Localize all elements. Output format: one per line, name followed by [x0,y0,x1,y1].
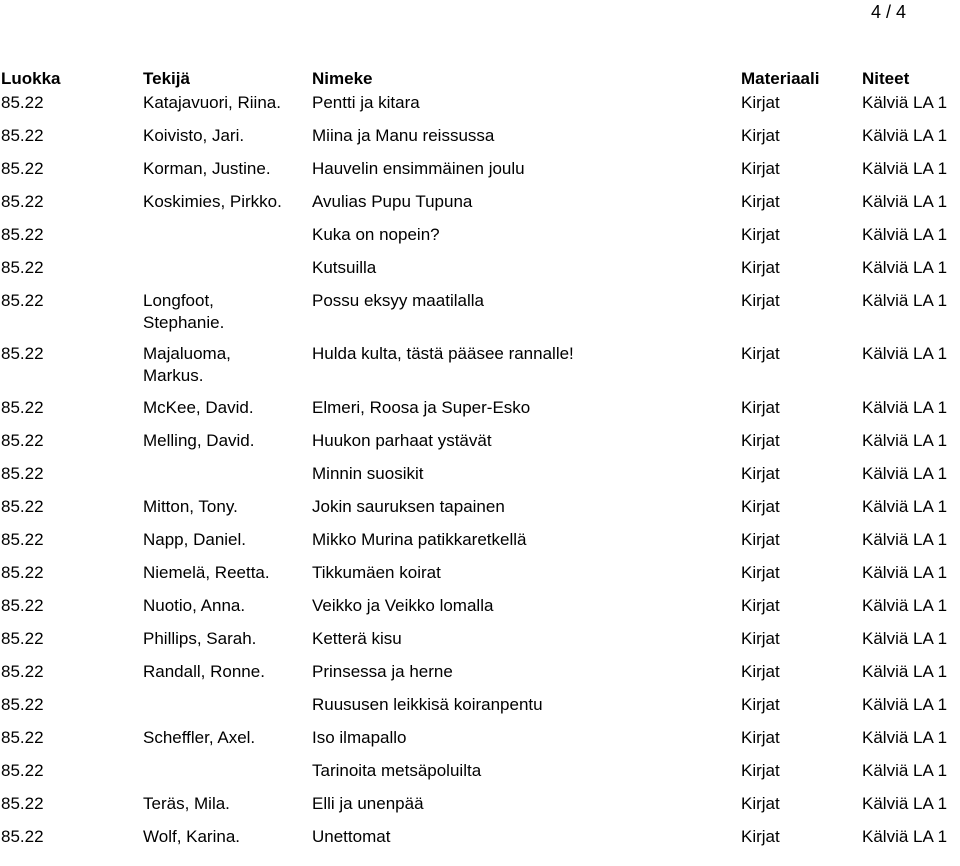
cell-niteet: Kälviä LA 1 [862,695,948,714]
cell-nimeke: Tarinoita metsäpoluilta [312,761,482,780]
cell-niteet: Kälviä LA 1 [862,126,948,145]
cell-nimeke: Veikko ja Veikko lomalla [312,596,494,615]
cell-niteet: Kälviä LA 1 [862,291,948,310]
cell-luokka: 85.22 [1,464,44,483]
cell-tekija: Randall, Ronne. [143,662,265,681]
cell-niteet: Kälviä LA 1 [862,728,948,747]
cell-nimeke: Minnin suosikit [312,464,424,483]
cell-nimeke: Kutsuilla [312,258,377,277]
cell-luokka: 85.22 [1,629,44,648]
cell-nimeke: Ketterä kisu [312,629,402,648]
cell-tekija: Phillips, Sarah. [143,629,257,648]
cell-luokka: 85.22 [1,794,44,813]
cell-nimeke: Mikko Murina patikkaretkellä [312,530,527,549]
table-row [0,343,960,383]
cell-niteet: Kälviä LA 1 [862,761,948,780]
cell-luokka: 85.22 [1,563,44,582]
cell-luokka: 85.22 [1,530,44,549]
cell-tekija: Katajavuori, Riina. [143,93,281,112]
column-header-luokka: Luokka [1,69,61,88]
cell-materiaali: Kirjat [741,497,780,516]
cell-materiaali: Kirjat [741,563,780,582]
column-header-materiaali: Materiaali [741,69,820,88]
cell-nimeke: Unettomat [312,827,391,846]
cell-luokka: 85.22 [1,159,44,178]
cell-luokka: 85.22 [1,761,44,780]
cell-tekija: Teräs, Mila. [143,794,230,813]
cell-luokka: 85.22 [1,126,44,145]
table-row [0,290,960,330]
cell-materiaali: Kirjat [741,291,780,310]
cell-niteet: Kälviä LA 1 [862,530,948,549]
cell-tekija: Mitton, Tony. [143,497,238,516]
cell-luokka: 85.22 [1,398,44,417]
cell-nimeke: Hulda kulta, tästä pääsee rannalle! [312,344,574,363]
cell-luokka: 85.22 [1,225,44,244]
cell-niteet: Kälviä LA 1 [862,398,948,417]
cell-nimeke: Iso ilmapallo [312,728,407,747]
cell-materiaali: Kirjat [741,794,780,813]
cell-nimeke: Tikkumäen koirat [312,563,441,582]
cell-tekija: McKee, David. [143,398,254,417]
cell-niteet: Kälviä LA 1 [862,464,948,483]
cell-niteet: Kälviä LA 1 [862,596,948,615]
cell-materiaali: Kirjat [741,530,780,549]
cell-materiaali: Kirjat [741,192,780,211]
cell-materiaali: Kirjat [741,761,780,780]
cell-nimeke: Miina ja Manu reissussa [312,126,495,145]
cell-tekija: Koskimies, Pirkko. [143,192,282,211]
cell-nimeke: Jokin sauruksen tapainen [312,497,505,516]
cell-tekija: Koivisto, Jari. [143,126,245,145]
cell-tekija: Napp, Daniel. [143,530,247,549]
cell-nimeke: Huukon parhaat ystävät [312,431,492,450]
cell-materiaali: Kirjat [741,464,780,483]
cell-materiaali: Kirjat [741,695,780,714]
cell-niteet: Kälviä LA 1 [862,794,948,813]
cell-luokka: 85.22 [1,431,44,450]
cell-luokka: 85.22 [1,258,44,277]
cell-materiaali: Kirjat [741,159,780,178]
cell-materiaali: Kirjat [741,431,780,450]
cell-tekija: Majaluoma, Markus. [143,344,231,385]
cell-luokka: 85.22 [1,728,44,747]
cell-nimeke: Pentti ja kitara [312,93,420,112]
cell-tekija: Longfoot, Stephanie. [143,291,225,332]
cell-niteet: Kälviä LA 1 [862,93,948,112]
cell-luokka: 85.22 [1,192,44,211]
cell-niteet: Kälviä LA 1 [862,192,948,211]
cell-luokka: 85.22 [1,662,44,681]
column-header-niteet: Niteet [862,69,910,88]
cell-materiaali: Kirjat [741,225,780,244]
column-header-nimeke: Nimeke [312,69,373,88]
cell-materiaali: Kirjat [741,728,780,747]
cell-materiaali: Kirjat [741,629,780,648]
cell-materiaali: Kirjat [741,827,780,846]
cell-luokka: 85.22 [1,695,44,714]
cell-nimeke: Hauvelin ensimmäinen joulu [312,159,525,178]
cell-luokka: 85.22 [1,497,44,516]
cell-tekija: Melling, David. [143,431,255,450]
cell-niteet: Kälviä LA 1 [862,497,948,516]
cell-nimeke: Possu eksyy maatilalla [312,291,484,310]
cell-luokka: 85.22 [1,827,44,846]
page-number: 4 / 4 [871,2,907,22]
cell-materiaali: Kirjat [741,258,780,277]
cell-nimeke: Kuka on nopein? [312,225,440,244]
cell-tekija: Korman, Justine. [143,159,271,178]
cell-materiaali: Kirjat [741,596,780,615]
cell-materiaali: Kirjat [741,344,780,363]
cell-niteet: Kälviä LA 1 [862,225,948,244]
cell-niteet: Kälviä LA 1 [862,159,948,178]
cell-niteet: Kälviä LA 1 [862,827,948,846]
cell-luokka: 85.22 [1,596,44,615]
cell-nimeke: Avulias Pupu Tupuna [312,192,473,211]
cell-nimeke: Elli ja unenpää [312,794,424,813]
cell-luokka: 85.22 [1,93,44,112]
cell-tekija: Nuotio, Anna. [143,596,246,615]
cell-materiaali: Kirjat [741,126,780,145]
column-header-tekija: Tekijä [143,69,190,88]
cell-niteet: Kälviä LA 1 [862,258,948,277]
cell-luokka: 85.22 [1,291,44,310]
cell-materiaali: Kirjat [741,662,780,681]
cell-materiaali: Kirjat [741,93,780,112]
cell-nimeke: Elmeri, Roosa ja Super-Esko [312,398,531,417]
cell-tekija: Wolf, Karina. [143,827,241,846]
table-row [0,826,960,866]
cell-tekija: Scheffler, Axel. [143,728,256,747]
cell-niteet: Kälviä LA 1 [862,563,948,582]
cell-materiaali: Kirjat [741,398,780,417]
cell-tekija: Niemelä, Reetta. [143,563,270,582]
cell-niteet: Kälviä LA 1 [862,662,948,681]
cell-niteet: Kälviä LA 1 [862,431,948,450]
cell-niteet: Kälviä LA 1 [862,344,948,363]
cell-luokka: 85.22 [1,344,44,363]
cell-nimeke: Ruususen leikkisä koiranpentu [312,695,543,714]
cell-niteet: Kälviä LA 1 [862,629,948,648]
cell-nimeke: Prinsessa ja herne [312,662,453,681]
